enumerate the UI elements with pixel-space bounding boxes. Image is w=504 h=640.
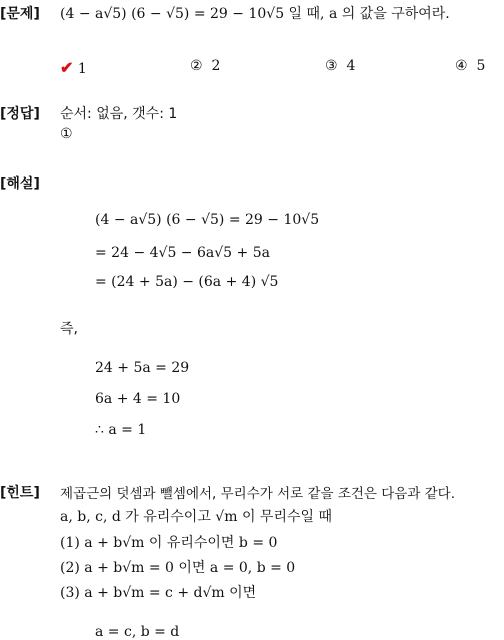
answer-line2: ① [60, 126, 73, 142]
choice-3-mark: ③ [325, 58, 338, 74]
answer-line1: 순서: 없음, 갯수: 1 [60, 106, 178, 122]
solution-tag: [해설] [0, 176, 40, 192]
hint-line5: (3) a + b√m = c + d√m 이면 [60, 585, 257, 601]
solution-eq5: 6a + 4 = 10 [95, 391, 181, 407]
hint-line3: (1) a + b√m 이 유리수이면 b = 0 [60, 535, 278, 551]
check-icon: ✔ [60, 58, 74, 77]
choice-3-value: 4 [346, 58, 356, 74]
hint-tag: [힌트] [0, 485, 40, 501]
hint-line4: (2) a + b√m = 0 이면 a = 0, b = 0 [60, 560, 296, 576]
hint-line2: a, b, c, d 가 유리수이고 √m 이 무리수일 때 [60, 509, 332, 525]
choice-4-mark: ④ [455, 58, 468, 74]
answer-tag: [정답] [0, 106, 40, 122]
solution-so: 즉, [60, 321, 78, 337]
hint-line6: a = c, b = d [95, 624, 180, 640]
choice-2[interactable] [190, 58, 220, 74]
solution-eq2: = 24 − 4√5 − 6a√5 + 5a [95, 245, 270, 261]
solution-eq3: = (24 + 5a) − (6a + 4) √5 [95, 274, 279, 290]
hint-line1: 제곱근의 덧셈과 뺄셈에서, 무리수가 서로 같을 조건은 다음과 같다. [60, 486, 456, 502]
choice-1[interactable] [60, 58, 87, 77]
choice-4[interactable] [455, 58, 485, 74]
solution-eq1: (4 − a√5) (6 − √5) = 29 − 10√5 [95, 212, 320, 228]
choice-4-value: 5 [476, 58, 486, 74]
solution-eq4: 24 + 5a = 29 [95, 360, 190, 376]
problem-tag: [문제] [0, 6, 40, 22]
problem-text: (4 − a√5) (6 − √5) = 29 − 10√5 일 때, a 의 값을 구하여라. [60, 6, 450, 22]
choice-2-value: 2 [211, 58, 221, 74]
choice-3[interactable] [325, 58, 355, 74]
choice-1-value: 1 [77, 61, 87, 77]
choice-2-mark: ② [190, 58, 203, 74]
solution-eq6: ∴ a = 1 [95, 422, 147, 438]
